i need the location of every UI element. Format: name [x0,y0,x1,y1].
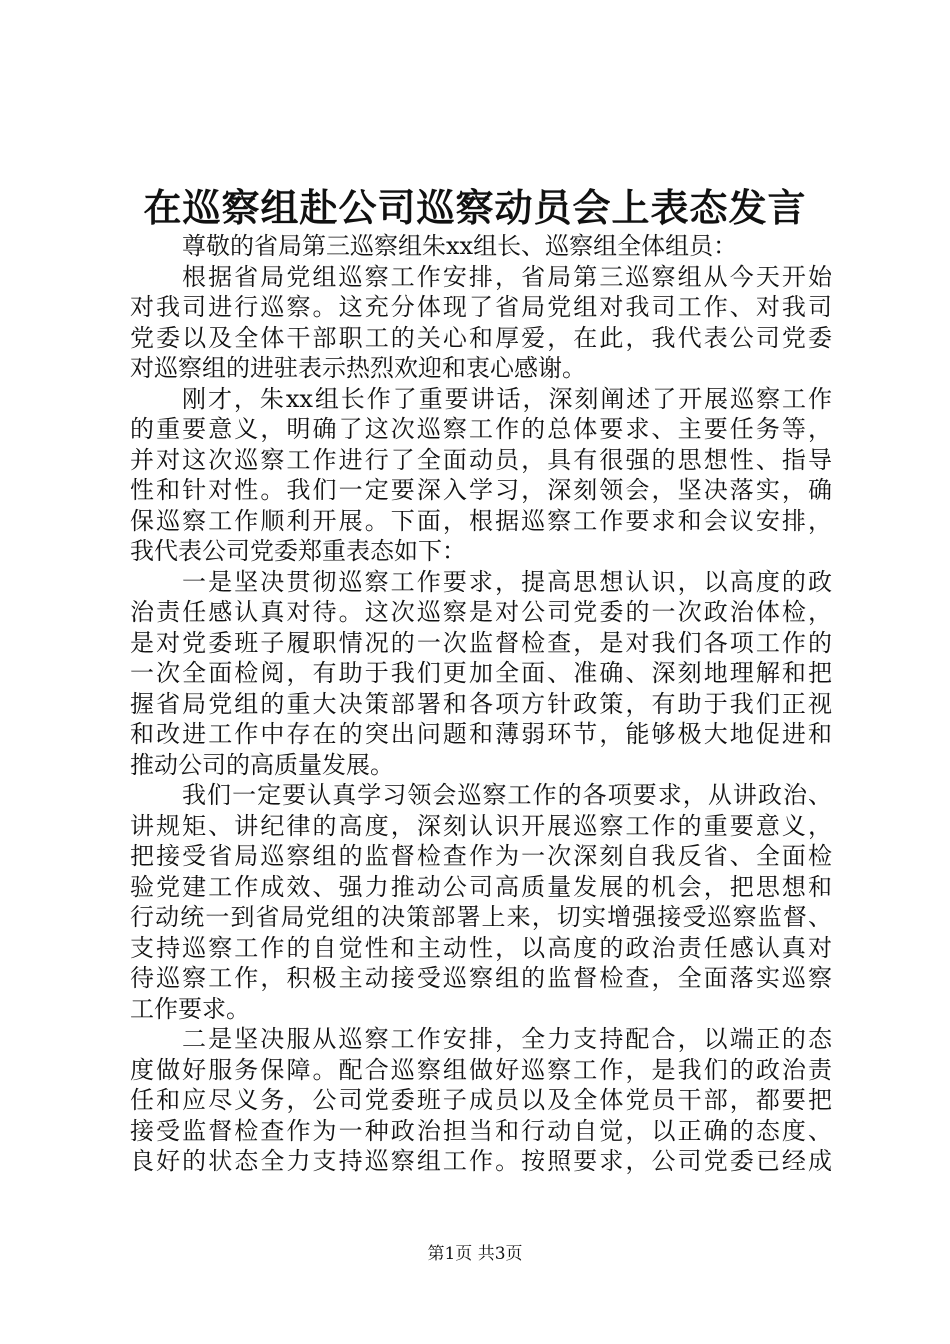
text-line: 工作要求。 [130,994,250,1023]
text-line: 二是坚决服从巡察工作安排，全力支持配合，以端正的态 [182,1025,832,1053]
document-body [130,231,832,1177]
text-line: 推动公司的高质量发展。 [130,750,394,779]
text-line: 刚才，朱xx组长作了重要讲话，深刻阐述了开展巡察工作 [182,384,832,413]
text-line: 我们一定要认真学习领会巡察工作的各项要求，从讲政治、 [182,781,832,809]
text-line: 性和针对性。我们一定要深入学习，深刻领会，坚决落实，确 [130,476,832,504]
text-line: 对巡察组的进驻表示热烈欢迎和衷心感谢。 [130,354,586,382]
text-line: 一次全面检阅，有助于我们更加全面、准确、深刻地理解和把 [130,659,832,687]
text-line: 的重要意义，明确了这次巡察工作的总体要求、主要任务等， [130,415,832,443]
text-line: 待巡察工作，积极主动接受巡察组的监督检查，全面落实巡察 [130,964,832,992]
text-line: 握省局党组的重大决策部署和各项方针政策，有助于我们正视 [130,689,832,718]
text-line: 验党建工作成效、强力推动公司高质量发展的机会，把思想和 [130,872,832,901]
text-line: 我代表公司党委郑重表态如下： [130,537,466,565]
text-line: 任和应尽义务，公司党委班子成员以及全体党员干部，都要把 [130,1086,832,1114]
text-line: 保巡察工作顺利开展。下面，根据巡察工作要求和会议安排， [130,506,832,535]
text-line: 和改进工作中存在的突出问题和薄弱环节，能够极大地促进和 [130,720,832,748]
text-line: 一是坚决贯彻巡察工作要求，提高思想认识，以高度的政 [182,567,832,596]
text-line: 并对这次巡察工作进行了全面动员，具有很强的思想性、指导 [130,445,832,474]
text-line: 良好的状态全力支持巡察组工作。按照要求，公司党委已经成 [130,1147,832,1175]
text-line: 对我司进行巡察。这充分体现了省局党组对我司工作、对我司 [130,293,832,321]
text-line: 党委以及全体干部职工的关心和厚爱，在此，我代表公司党委 [130,323,832,352]
text-line: 讲规矩、讲纪律的高度，深刻认识开展巡察工作的重要意义， [130,811,832,840]
document-title: 在巡察组赴公司巡察动员会上表态发言 [143,185,807,230]
text-line: 接受监督检查作为一种政治担当和行动自觉，以正确的态度、 [130,1116,832,1145]
text-line: 行动统一到省局党组的决策部署上来，切实增强接受巡察监督、 [130,903,832,931]
text-line: 治责任感认真对待。这次巡察是对公司党委的一次政治体检， [130,598,832,626]
text-line: 把接受省局巡察组的监督检查作为一次深刻自我反省、全面检 [130,842,832,870]
page-indicator: 第1页 共3页 [427,1244,523,1264]
text-line: 支持巡察工作的自觉性和主动性，以高度的政治责任感认真对 [130,933,832,962]
text-line: 是对党委班子履职情况的一次监督检查，是对我们各项工作的 [130,628,832,657]
text-line: 尊敬的省局第三巡察组朱xx组长、巡察组全体组员： [182,232,738,260]
text-line: 度做好服务保障。配合巡察组做好巡察工作，是我们的政治责 [130,1055,832,1084]
text-line: 根据省局党组巡察工作安排，省局第三巡察组从今天开始 [182,262,832,291]
